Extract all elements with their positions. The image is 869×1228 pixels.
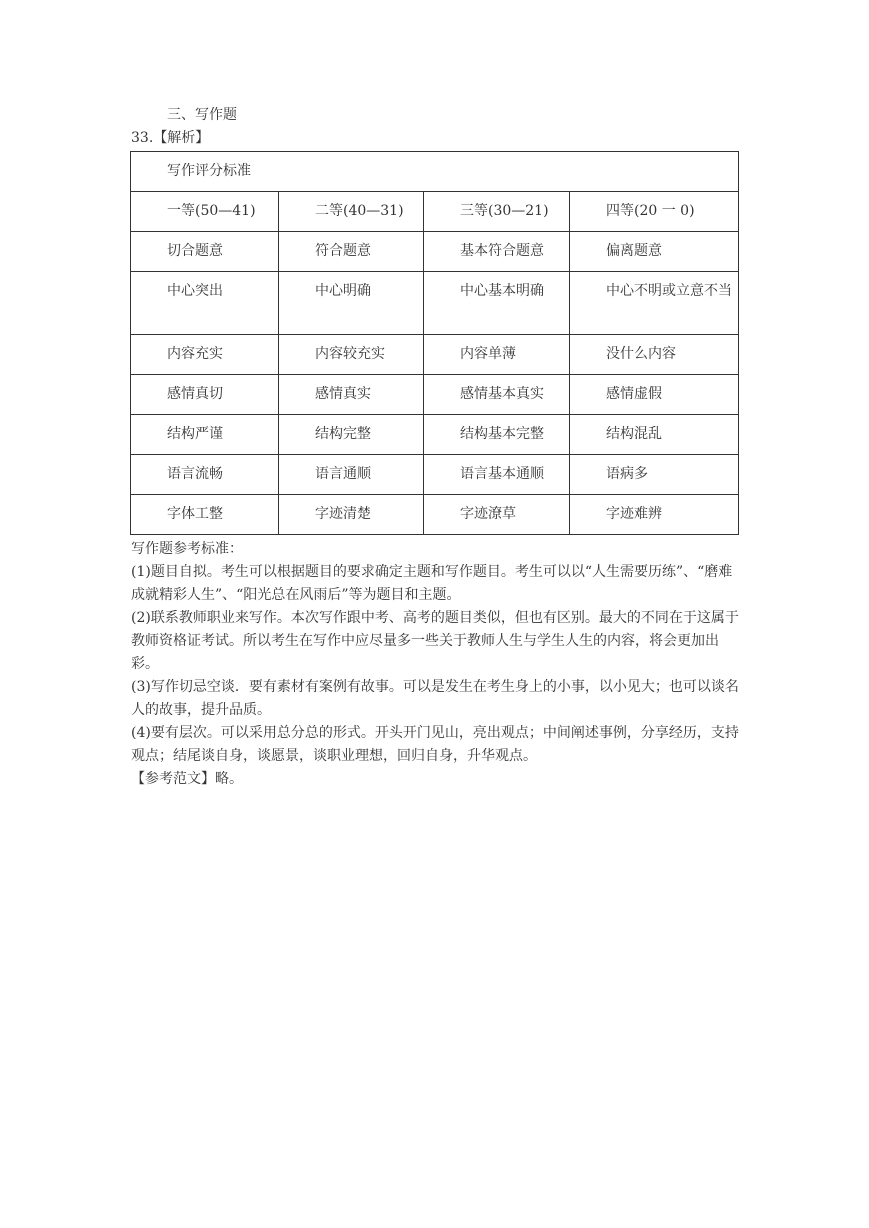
grade-column-2: 二等(40—31) — [279, 192, 424, 232]
table-cell: 感情真切 — [131, 375, 279, 415]
table-cell: 没什么内容 — [570, 335, 739, 375]
reference-essay-note: 【参考范文】略。 — [131, 771, 243, 787]
table-row — [131, 495, 739, 535]
table-cell: 字体工整 — [131, 495, 279, 535]
table-cell: 语言基本通顺 — [424, 455, 570, 495]
scoring-table — [130, 151, 739, 535]
table-cell: 语病多 — [570, 455, 739, 495]
grade-column-3: 三等(30—21) — [424, 192, 570, 232]
table-cell: 中心突出 — [131, 272, 279, 335]
note-item-4: (4)要有层次。可以采用总分总的形式。开头开门见山，亮出观点；中间阐述事例，分享经历，支持观点；结尾谈自身，谈愿景，谈职业理想，回归自身，升华观点。 — [131, 725, 739, 764]
table-cell: 结构混乱 — [570, 415, 739, 455]
table-cell: 字迹清楚 — [279, 495, 424, 535]
table-cell: 结构完整 — [279, 415, 424, 455]
table-header-row — [131, 152, 739, 192]
table-cell: 中心不明或立意不当 — [570, 272, 739, 335]
writing-notes — [131, 538, 739, 791]
table-row — [131, 272, 739, 335]
note-item-1: (1)题目自拟。考生可以根据题目的要求确定主题和写作题目。考生可以以“人生需要历练”、“磨难成就精彩人生”、“阳光总在风雨后”等为题目和主题。 — [131, 564, 733, 603]
table-cell: 感情虚假 — [570, 375, 739, 415]
table-row — [131, 232, 739, 272]
table-cell: 符合题意 — [279, 232, 424, 272]
table-cell: 内容单薄 — [424, 335, 570, 375]
table-cell: 语言通顺 — [279, 455, 424, 495]
note-item-2: (2)联系教师职业来写作。本次写作跟中考、高考的题目类似，但也有区别。最大的不同在于这属于教师资格证考试。所以考生在写作中应尽量多一些关于教师人生与学生人生的内容，将会更加出彩。 — [131, 610, 739, 672]
table-cell: 内容充实 — [131, 335, 279, 375]
table-cell: 中心基本明确 — [424, 272, 570, 335]
section-title: 三、写作题 — [167, 107, 237, 123]
table-cell: 内容较充实 — [279, 335, 424, 375]
table-row — [131, 375, 739, 415]
table-cell: 字迹潦草 — [424, 495, 570, 535]
notes-heading: 写作题参考标准： — [131, 541, 243, 557]
table-cell: 感情真实 — [279, 375, 424, 415]
table-row — [131, 192, 739, 232]
table-cell: 结构严谨 — [131, 415, 279, 455]
table-row — [131, 455, 739, 495]
table-cell: 字迹难辨 — [570, 495, 739, 535]
question-label: 33.【解析】 — [131, 130, 210, 146]
table-cell: 切合题意 — [131, 232, 279, 272]
table-row — [131, 415, 739, 455]
table-cell: 感情基本真实 — [424, 375, 570, 415]
table-header: 写作评分标准 — [131, 152, 739, 192]
table-cell: 中心明确 — [279, 272, 424, 335]
grade-column-1: 一等(50—41) — [131, 192, 279, 232]
table-cell: 偏离题意 — [570, 232, 739, 272]
note-item-3: (3)写作切忌空谈．要有素材有案例有故事。可以是发生在考生身上的小事，以小见大；也可以谈名人的故事，提升品质。 — [131, 679, 739, 718]
table-cell: 结构基本完整 — [424, 415, 570, 455]
table-row — [131, 335, 739, 375]
grade-column-4: 四等(20 一 0) — [570, 192, 739, 232]
table-cell: 语言流畅 — [131, 455, 279, 495]
table-cell: 基本符合题意 — [424, 232, 570, 272]
